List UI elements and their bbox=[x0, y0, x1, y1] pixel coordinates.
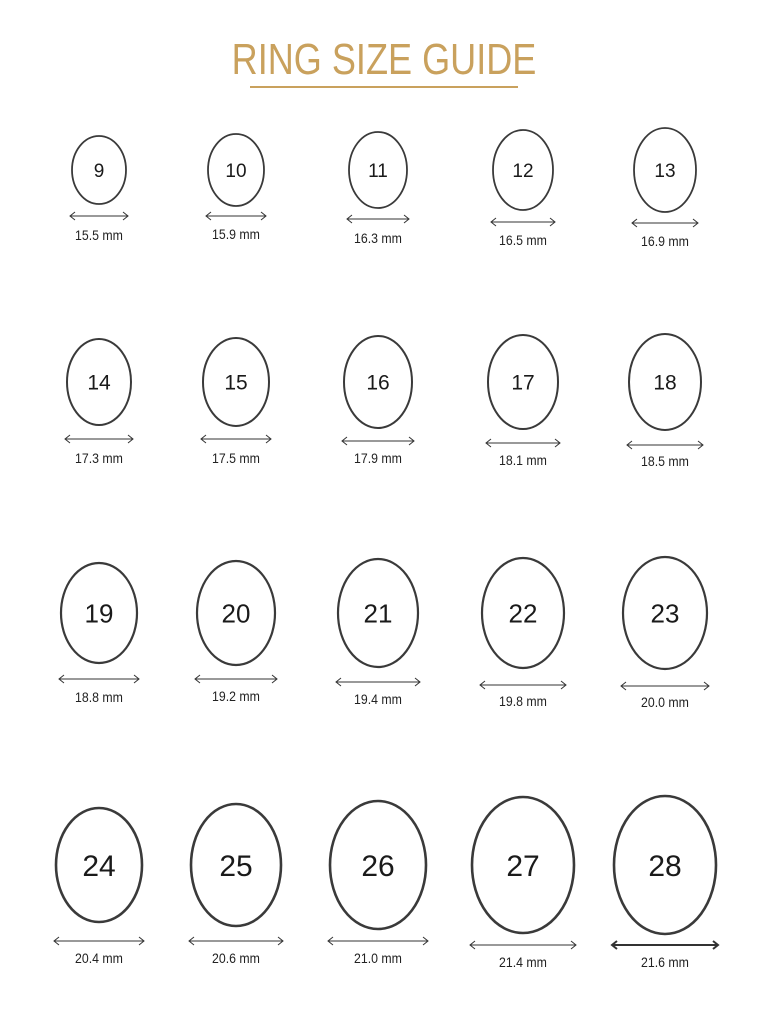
ring-size-label: 28 bbox=[648, 849, 682, 883]
diameter-arrow-icon bbox=[621, 682, 709, 690]
diameter-arrow-icon bbox=[201, 435, 271, 443]
ring-diameter-label: 18.1 mm bbox=[499, 452, 547, 469]
ring-size-label: 27 bbox=[506, 849, 540, 883]
diameter-arrow-icon bbox=[59, 675, 139, 683]
ring-item-19 bbox=[59, 563, 139, 705]
ring-diameter-label: 21.4 mm bbox=[499, 954, 547, 971]
ring-item-25 bbox=[189, 804, 283, 966]
ring-item-14 bbox=[65, 339, 133, 466]
diameter-arrow-icon bbox=[342, 437, 414, 445]
ring-diameter-label: 20.0 mm bbox=[641, 694, 689, 711]
ring-item-15 bbox=[201, 338, 271, 466]
ring-item-16 bbox=[342, 336, 414, 466]
ring-size-label: 10 bbox=[225, 160, 247, 182]
ring-diameter-label: 16.9 mm bbox=[641, 233, 689, 250]
ring-item-20 bbox=[195, 561, 277, 704]
ring-item-22 bbox=[480, 558, 566, 709]
ring-item-17 bbox=[486, 335, 560, 468]
ring-size-label: 11 bbox=[368, 160, 388, 182]
ring-diameter-label: 19.4 mm bbox=[354, 691, 402, 708]
ring-diameter-label: 16.5 mm bbox=[499, 232, 547, 249]
ring-size-label: 22 bbox=[508, 598, 538, 629]
diameter-arrow-icon bbox=[347, 215, 409, 223]
ring-size-label: 23 bbox=[650, 598, 680, 629]
diameter-arrow-icon bbox=[480, 681, 566, 689]
ring-size-label: 14 bbox=[87, 371, 111, 395]
diameter-arrow-icon bbox=[70, 212, 128, 220]
diameter-arrow-icon bbox=[336, 678, 420, 686]
ring-size-label: 21 bbox=[363, 598, 393, 629]
ring-diameter-label: 19.2 mm bbox=[212, 688, 260, 705]
ring-item-28 bbox=[612, 796, 718, 970]
ring-size-label: 17 bbox=[511, 371, 535, 395]
ring-diameter-label: 18.5 mm bbox=[641, 453, 689, 470]
diameter-arrow-icon bbox=[627, 441, 703, 449]
ring-item-21 bbox=[336, 559, 420, 707]
ring-item-26 bbox=[328, 801, 428, 966]
ring-item-13 bbox=[632, 128, 698, 249]
ring-diameter-label: 21.0 mm bbox=[354, 950, 402, 967]
diameter-arrow-icon bbox=[486, 439, 560, 447]
diameter-arrow-icon bbox=[206, 212, 266, 220]
ring-item-18 bbox=[627, 334, 703, 469]
ring-diameter-label: 18.8 mm bbox=[75, 689, 123, 706]
page-title: RING SIZE GUIDE bbox=[231, 35, 537, 84]
ring-diameter-label: 16.3 mm bbox=[354, 230, 402, 247]
ring-diameter-label: 17.3 mm bbox=[75, 450, 123, 467]
ring-size-label: 25 bbox=[219, 849, 253, 883]
ring-diameter-label: 19.8 mm bbox=[499, 693, 547, 710]
ring-diameter-label: 21.6 mm bbox=[641, 954, 689, 971]
ring-size-label: 16 bbox=[366, 371, 390, 395]
diameter-arrow-icon bbox=[328, 937, 428, 945]
diameter-arrow-icon bbox=[612, 941, 718, 949]
ring-diameter-label: 17.5 mm bbox=[212, 450, 260, 467]
ring-size-label: 13 bbox=[654, 160, 676, 182]
ring-size-label: 9 bbox=[93, 160, 105, 182]
diameter-arrow-icon bbox=[189, 937, 283, 945]
ring-diameter-label: 20.4 mm bbox=[75, 950, 123, 967]
ring-item-10 bbox=[206, 134, 266, 242]
diameter-arrow-icon bbox=[491, 218, 555, 226]
diameter-arrow-icon bbox=[54, 937, 144, 945]
ring-diameter-label: 17.9 mm bbox=[354, 450, 402, 467]
ring-item-24 bbox=[54, 808, 144, 966]
ring-item-12 bbox=[491, 130, 555, 248]
ring-item-27 bbox=[470, 797, 576, 970]
diameter-arrow-icon bbox=[632, 219, 698, 227]
ring-diameter-label: 15.9 mm bbox=[212, 226, 260, 243]
ring-diameter-label: 20.6 mm bbox=[212, 950, 260, 967]
ring-size-label: 24 bbox=[82, 849, 116, 883]
diameter-arrow-icon bbox=[65, 435, 133, 443]
ring-size-label: 12 bbox=[512, 160, 534, 182]
ring-item-9 bbox=[70, 136, 128, 243]
diameter-arrow-icon bbox=[195, 675, 277, 683]
diameter-arrow-icon bbox=[470, 941, 576, 949]
ring-size-label: 15 bbox=[224, 371, 248, 395]
ring-size-label: 26 bbox=[361, 849, 395, 883]
ring-item-11 bbox=[347, 132, 409, 246]
ring-item-23 bbox=[621, 557, 709, 710]
ring-size-label: 19 bbox=[84, 598, 114, 629]
ring-diameter-label: 15.5 mm bbox=[75, 227, 123, 244]
ring-size-label: 20 bbox=[221, 598, 251, 629]
ring-size-label: 18 bbox=[653, 371, 677, 395]
